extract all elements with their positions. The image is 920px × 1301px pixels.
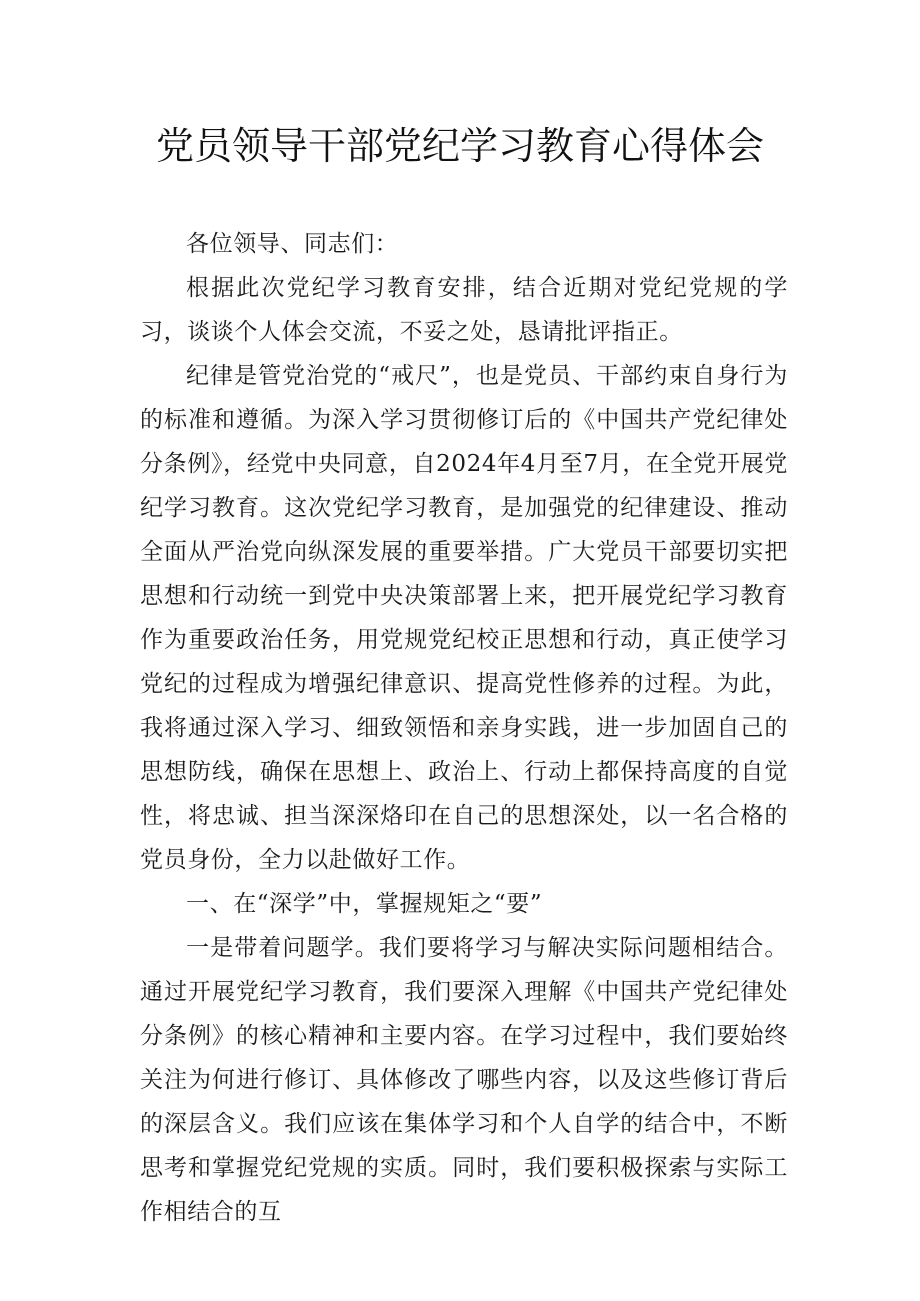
salutation: 各位领导、同志们：	[186, 231, 399, 257]
document-body	[140, 222, 788, 1234]
section-heading-1: 一、在“深学”中，掌握规矩之“要”	[186, 891, 543, 917]
document-title: 党员领导干部党纪学习教育心得体会	[155, 124, 764, 168]
paragraph-intro: 根据此次党纪学习教育安排，结合近期对党纪党规的学习，谈谈个人体会交流，不妥之处，恳请批评指正。	[140, 275, 788, 345]
paragraph-study-with-questions: 一是带着问题学。我们要将学习与解决实际问题相结合。通过开展党纪学习教育，我们要深入理解《中国共产党纪律处分条例》的核心精神和主要内容。在学习过程中，我们要始终关注为何进行修订、具体修改了哪些内容，以及这些修订背后的深层含义。我们应该在集体学习和个人自学的结合中，不断思考和掌握党纪党规的实质。同时，我们要积极探索与实际工作相结合的互	[140, 935, 788, 1225]
paragraph-discipline: 纪律是管党治党的“戒尺”，也是党员、干部约束自身行为的标准和遵循。为深入学习贯彻修订后的《中国共产党纪律处分条例》，经党中央同意，自2024年4月至7月，在全党开展党纪学习教育。这次党纪学习教育，是加强党的纪律建设、推动全面从严治党向纵深发展的重要举措。广大党员干部要切实把思想和行动统一到党中央决策部署上来，把开展党纪学习教育作为重要政治任务，用党规党纪校正思想和行动，真正使学习党纪的过程成为增强纪律意识、提高党性修养的过程。为此，我将通过深入学习、细致领悟和亲身实践，进一步加固自己的思想防线，确保在思想上、政治上、行动上都保持高度的自觉性，将忠诚、担当深深烙印在自己的思想深处，以一名合格的党员身份，全力以赴做好工作。	[140, 363, 788, 873]
